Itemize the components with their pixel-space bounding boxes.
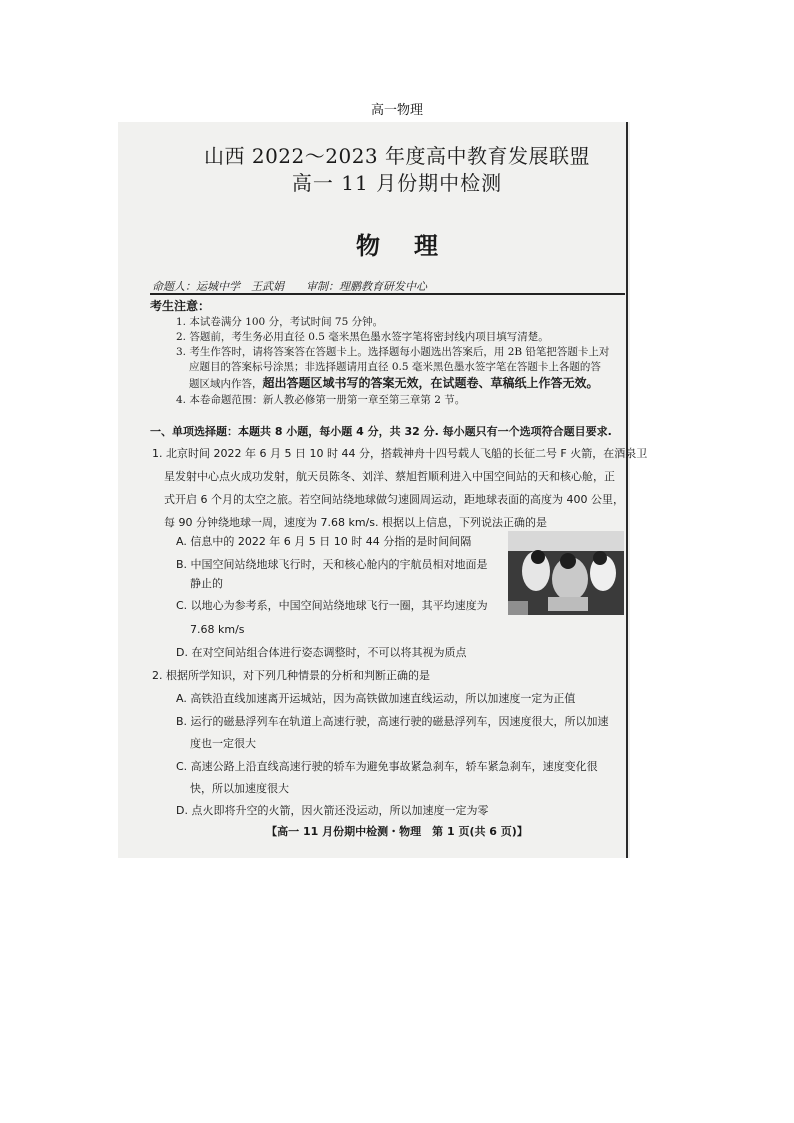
q2-stem: 2. 根据所学知识，对下列几种情景的分析和判断正确的是 xyxy=(152,669,430,682)
subject-title: 物理 xyxy=(356,231,472,260)
notice-item: 2. 答题前，考生务必用直径 0.5 毫米黑色墨水签字笔将密封线内项目填写清楚。 xyxy=(176,331,549,343)
notice-item: 3. 考生作答时，请将答案答在答题卡上。选择题每小题选出答案后，用 2B 铅笔把答题卡上对 xyxy=(176,346,610,358)
q1-option-b: B. 中国空间站绕地球飞行时，天和核心舱内的宇航员相对地面是 xyxy=(176,558,488,571)
author-line: 命题人：运城中学 王武娟 审制：理鹏教育研发中心 xyxy=(152,280,427,293)
q2-option-d: D. 点火即将升空的火箭，因火箭还没运动，所以加速度一定为零 xyxy=(176,804,489,817)
page-header: 高一物理 xyxy=(370,103,423,118)
q1-stem-line: 式开启 6 个月的太空之旅。若空间站绕地球做匀速圆周运动，距地球表面的高度为 400 公里， xyxy=(164,493,624,506)
notice-emphasis: 超出答题区域书写的答案无效，在试题卷、草稿纸上作答无效。 xyxy=(262,376,599,390)
q2-option-c: C. 高速公路上沿直线高速行驶的轿车为避免事故紧急刹车，轿车紧急刹车，速度变化很 xyxy=(176,760,598,773)
notice-item: 4. 本卷命题范围：新人教必修第一册第一章至第三章第 2 节。 xyxy=(176,394,466,406)
q1-stem-line: 1. 北京时间 2022 年 6 月 5 日 10 时 44 分，搭载神舟十四号载人飞船的长征二号 F 火箭，在酒泉卫 xyxy=(152,447,648,460)
q1-option-c-cont: 7.68 km/s xyxy=(190,623,245,636)
q1-stem-line: 每 90 分钟绕地球一周，速度为 7.68 km/s. 根据以上信息，下列说法正确的是 xyxy=(164,516,547,529)
notice-item-line xyxy=(189,374,599,391)
q2-option-b: B. 运行的磁悬浮列车在轨道上高速行驶，高速行驶的磁悬浮列车，因速度很大，所以加速 xyxy=(176,715,609,728)
q2-option-c-cont: 快，所以加速度很大 xyxy=(190,782,289,795)
astronaut-photo-art xyxy=(508,531,624,615)
q2-option-b-cont: 度也一定很大 xyxy=(190,737,256,750)
exam-title-line1: 山西 2022～2023 年度高中教育发展联盟 xyxy=(203,144,590,168)
exam-title-line2: 高一 11 月份期中检测 xyxy=(291,171,503,195)
notice-item: 应题目的答案标号涂黑；非选择题请用直径 0.5 毫米黑色墨水签字笔在答题卡上各题的答 xyxy=(189,361,601,373)
q1-option-c: C. 以地心为参考系，中国空间站绕地球飞行一圈，其平均速度为 xyxy=(176,599,488,612)
header-divider xyxy=(150,293,625,295)
q2-option-a: A. 高铁沿直线加速离开运城站，因为高铁做加速直线运动，所以加速度一定为正值 xyxy=(176,692,576,705)
notice-text: 题区域内作答， xyxy=(189,378,263,390)
q1-stem-line: 星发射中心点火成功发射，航天员陈冬、刘洋、蔡旭哲顺利进入中国空间站的天和核心舱，正 xyxy=(164,470,615,483)
page-footer: 【高一 11 月份期中检测・物理 第 1 页(共 6 页)】 xyxy=(266,825,528,838)
astronaut-photo xyxy=(508,531,624,615)
q1-option-d: D. 在对空间站组合体进行姿态调整时，不可以将其视为质点 xyxy=(176,646,467,659)
q1-option-b-cont: 静止的 xyxy=(190,577,223,590)
notice-item: 1. 本试卷满分 100 分，考试时间 75 分钟。 xyxy=(176,316,384,328)
section-heading: 一、单项选择题：本题共 8 小题，每小题 4 分，共 32 分. 每小题只有一个选项符合题目要求. xyxy=(150,425,612,438)
q1-option-a: A. 信息中的 2022 年 6 月 5 日 10 时 44 分指的是时间间隔 xyxy=(176,535,472,548)
notice-title: 考生注意： xyxy=(150,299,211,313)
